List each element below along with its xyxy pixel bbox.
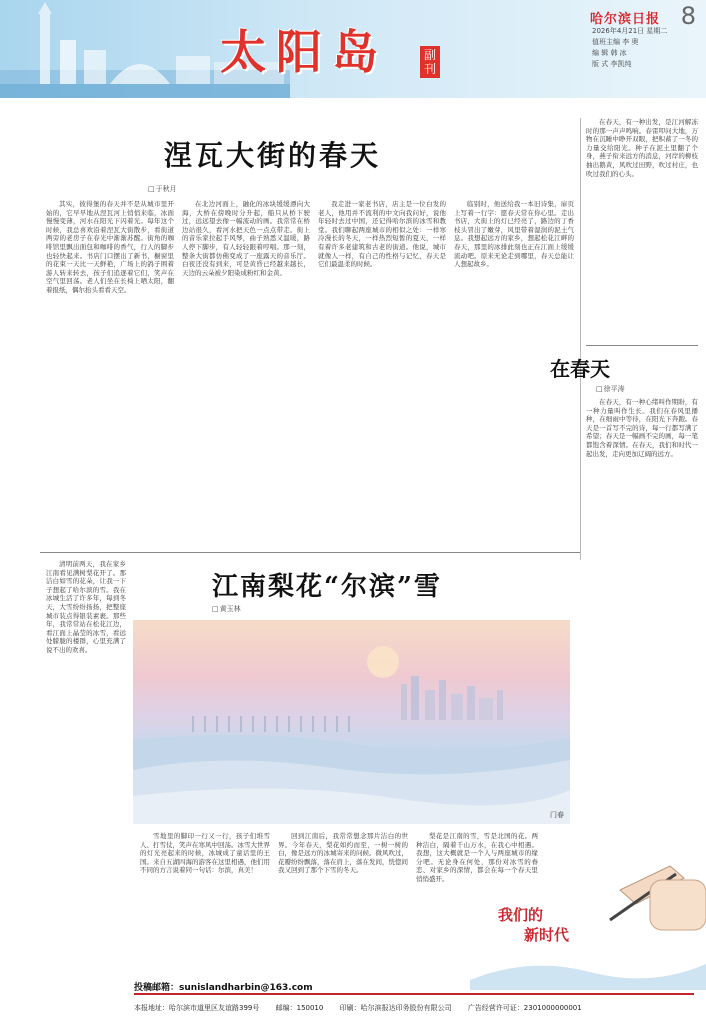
- submission-email[interactable]: sunislandharbin@163.com: [179, 983, 313, 993]
- masthead-title: 太阳岛: [220, 25, 388, 79]
- photo-credit: 门春: [550, 811, 564, 819]
- main-article-byline: □ 于秋月: [148, 184, 177, 194]
- footer-postcode: 邮编：150010: [275, 1004, 324, 1012]
- footer-printer: 印刷：哈尔滨报达印务股份有限公司: [339, 1004, 452, 1012]
- issue-meta: [592, 26, 667, 70]
- poem-title: 在春天: [550, 357, 610, 381]
- hand-pen-illustration: [470, 860, 706, 990]
- proofreader: 版 式 李凯纯: [592, 60, 632, 68]
- submission-line: 投稿邮箱：sunislandharbin@163.com: [134, 983, 313, 993]
- footer-rule: [134, 993, 694, 995]
- section-divider: [40, 552, 580, 553]
- second-article-column-4: 梨花是江南的雪，雪是北国的花。两种洁白，隔着千山万水，在我心中相遇。我想，这大概就是一个人与两座城市的缘分吧。无论身在何处，那份对冰雪的眷恋、对家乡的深情，都会在每一个春天里悄悄盛开。: [416, 832, 538, 883]
- column-divider: [580, 118, 581, 560]
- chief-editor: 值班主编 李 奥: [592, 38, 639, 46]
- page-header: [0, 0, 706, 98]
- poem-intro: 在春天，有一种出发，是江河解冻时的那一声声鸣响。春雷叩问大地，万物在沉睡中睁开双眼，把积蓄了一冬的力量交给阳光。种子在泥土里翻了个身，燕子衔来远方的消息，河岸的柳枝抽出鹅黄，风吹过田野，吹过村庄，也吹过我们的心头。: [586, 118, 698, 178]
- page-footer: [134, 1003, 694, 1013]
- slogan-illustration: [470, 860, 706, 990]
- submission-label: 投稿邮箱: [134, 983, 171, 993]
- editor: 编 辑 韩 冰: [592, 49, 627, 57]
- second-article-column-1: 清明前两天，我在家乡江南看见满树梨花开了。那洁白如雪的花朵，让我一下子想起了哈尔滨的雪。我在冰城生活了许多年，每到冬天，大雪纷纷扬扬，把整座城市装点得银装素裹。那些年，我常常站在松花江边，看江面上晶莹的冰雪，看远处朦胧的楼群，心里充满了说不出的欢喜。: [46, 560, 126, 654]
- footer-address: 本报地址：哈尔滨市道里区友谊路399号: [134, 1004, 260, 1012]
- main-article-column-2: 在北边河面上，融化的冰块缓缓漂向大海，大桥在傍晚时分升起，船只从桥下驶过，远远望去像一幅流动的画。我常常在桥边站很久，看河水把天色一点点带走。街上的音乐家拉起手风琴，曲子熟悉又温暖，路人停下脚步，有人轻轻跟着哼唱。那一刻，整条大街都仿佛变成了一座露天的音乐厅。白夜还没有到来，可是黄昏已经越来越长，天边的云朵被夕阳染成粉红和金黄。: [182, 200, 310, 277]
- second-article-byline: □ 黄玉林: [212, 604, 241, 614]
- slogan-line-2: 新时代: [524, 926, 570, 944]
- second-article-column-3: 回到江南后，我常常想念那片洁白的世界。今年春天，梨花如约而至，一树一树的白，像是远方的冰城寄来的问候。微风吹过，花瓣纷纷飘落，落在肩上，落在发间，恍惚间我又回到了那个下雪的冬天。: [278, 832, 408, 875]
- second-article-column-2: 雪地里的脚印一行又一行，孩子们堆雪人、打雪仗，笑声在寒风中回荡。冰雪大世界的灯光亮起来的时候，冰城成了童话里的王国。来自五湖四海的游客在这里相遇，他们用不同的方言说着同一句话：尔滨，真美！: [140, 832, 270, 875]
- supplement-label: 副刊: [420, 46, 440, 78]
- photo-scene: [133, 620, 570, 824]
- main-article-column-4: 临别时，他送给我一本旧诗集，扉页上写着一行字：愿春天常在你心里。走出书店，大街上的灯已经亮了，路边的丁香枝头冒出了嫩芽，风里带着湿润的泥土气息。我想起远方的家乡，想起松花江畔的春天，那里的冰排此刻也正在江面上缓缓流动吧。原来无论走到哪里，春天总能让人想起故乡。: [454, 200, 574, 269]
- second-article-title: 江南梨花“尔滨”雪: [212, 572, 442, 602]
- main-article-column-3: 我走进一家老书店，店主是一位白发的老人，他用并不流利的中文向我问好，说他年轻时去过中国，还记得哈尔滨的冰雪和教堂。我们聊起两座城市的相似之处：一样寒冷漫长的冬天，一样热烈短暂的夏天，一样有着许多老建筑和古老的街道。他说，城市就像人一样，有自己的性格与记忆，春天是它们最温柔的时候。: [318, 200, 446, 269]
- page-number: 8: [680, 2, 696, 30]
- slogan-line-1: 我们的: [498, 906, 544, 924]
- paper-name: 哈尔滨日报: [589, 12, 660, 27]
- poem-byline: □ 徐平涛: [596, 384, 625, 394]
- poem-body: 在春天，有一种心绪叫作期盼，有一种力量叫作生长。我们在春风里播种，在细雨中等待，在阳光下奔跑。春天是一首写不完的诗，每一行都写满了希望；春天是一幅画不完的画，每一笔都饱含着深情。在春天，我们和时代一起出发，走向更加辽阔的远方。: [586, 398, 698, 458]
- footer-license: 广告经营许可证：2301000000001: [467, 1004, 582, 1012]
- issue-date: 2026年4月21日 星期二: [592, 27, 668, 35]
- poem-top-rule: [586, 345, 698, 346]
- snow-landscape-photo: [133, 620, 570, 824]
- main-article-column-1: 其实，彼得堡的春天并不是从城市里开始的，它早早地从涅瓦河上悄悄来临，冰面慢慢变薄，河水在阳光下闪着光。每年这个时候，我总喜欢沿着涅瓦大街散步，看街道两旁的老房子在春光中渐渐苏醒。街角的咖啡馆里飘出面包和咖啡的香气，行人的脚步也轻快起来。书店门口摆出了新书，橱窗里的花束一天比一天鲜艳，广场上的鸽子围着游人转来转去，孩子们追逐着它们，笑声在空气里回荡。老人们坐在长椅上晒太阳，翻着报纸，偶尔抬头看看天空。: [46, 200, 174, 294]
- main-article-title: 涅瓦大街的春天: [164, 139, 382, 172]
